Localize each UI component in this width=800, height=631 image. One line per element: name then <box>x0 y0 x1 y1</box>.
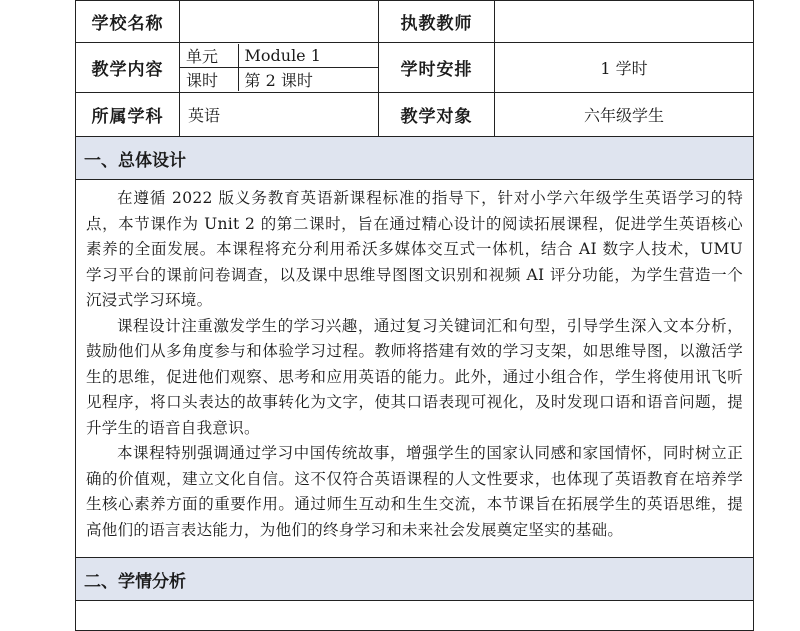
unit-label: 单元 <box>180 44 238 68</box>
schedule-label: 学时安排 <box>379 43 495 93</box>
section-body-learner-analysis <box>76 601 754 631</box>
unit-period-subtable <box>180 44 378 91</box>
school-name-label: 学校名称 <box>76 1 180 43</box>
teacher-value <box>495 1 754 43</box>
period-label: 课时 <box>180 68 238 92</box>
paragraph: 课程设计注重激发学生的学习兴趣，通过复习关键词汇和句型，引导学生深入文本分析，鼓励他们从多角度参与和体验学习过程。教师将搭建有效的学习支架，如思维导图，以激活学生的思维，促进他们观察、思考和应用英语的能力。此外，通过小组合作，学生将使用讯飞听见程序，将口头表达的故事转化为文字，使其口语表现可视化，及时发现口语和语音问题，提升学生的语音自我意识。 <box>86 316 743 437</box>
paragraph: 本课程特别强调通过学习中国传统故事，增强学生的国家认同感和家国情怀，同时树立正确的价值观，建立文化自信。这不仅符合英语课程的人文性要求，也体现了英语教育在培养学生核心素养方面的重要作用。通过师生互动和生生交流，本节课旨在拓展学生的英语思维，提高他们的语言表达能力，为他们的终身学习和未来社会发展奠定坚实的基础。 <box>86 444 743 539</box>
target-value: 六年级学生 <box>495 93 754 137</box>
subject-value: 英语 <box>180 93 379 137</box>
content-cell <box>180 43 379 93</box>
section-body-overall-design <box>76 180 754 558</box>
paragraph: 在遵循 2022 版义务教育英语新课程标准的指导下，针对小学六年级学生英语学习的特点，本节课作为 Unit 2 的第二课时，旨在通过精心设计的阅读拓展课程，促进学生英语核心素养的全面发展。本课程将充分利用希沃多媒体交互式一体机，结合 AI 数字人技术，UMU 学习平台的课前问卷调查，以及课中思维导图图文识别和视频 AI 评分功能，为学生营造一个沉浸式学习环境。 <box>86 189 743 309</box>
lesson-plan-table <box>75 0 754 631</box>
teacher-label: 执教教师 <box>379 1 495 43</box>
schedule-value: 1 学时 <box>495 43 754 93</box>
section-heading-overall-design: 一、总体设计 <box>76 137 754 180</box>
period-value: 第 2 课时 <box>244 71 313 90</box>
target-label: 教学对象 <box>379 93 495 137</box>
school-name-value <box>180 1 379 43</box>
content-label: 教学内容 <box>76 43 180 93</box>
unit-value: Module 1 <box>238 44 378 68</box>
section-heading-learner-analysis: 二、学情分析 <box>76 558 754 601</box>
subject-label: 所属学科 <box>76 93 180 137</box>
